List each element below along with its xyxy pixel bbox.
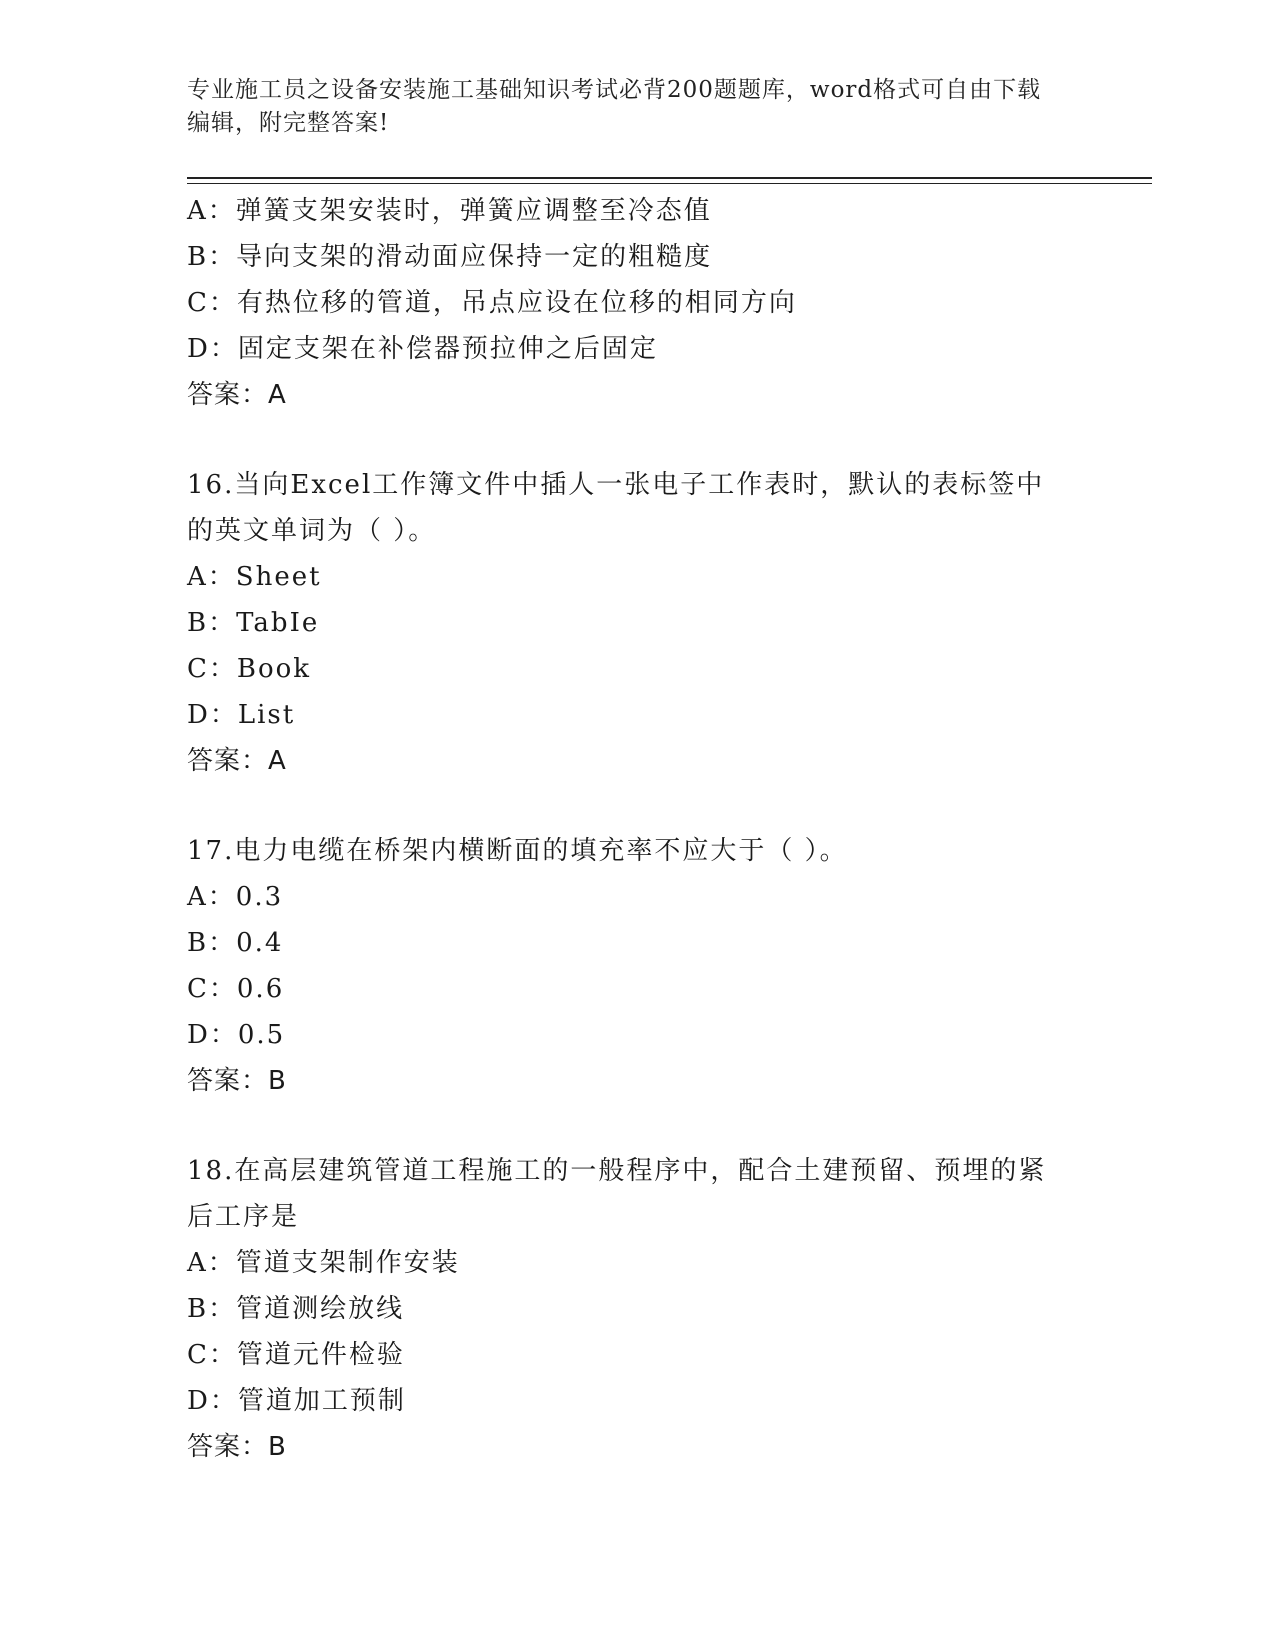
- block-spacer: [187, 784, 1087, 828]
- header-title-line-1: 专业施工员之设备安装施工基础知识考试必背200题题库，word格式可自由下载: [187, 77, 1042, 103]
- answer-label: 答案：A: [187, 380, 287, 410]
- option-c: C：0.6: [187, 974, 285, 1004]
- answer-label: 答案：B: [187, 1432, 287, 1462]
- block-spacer: [187, 1104, 1087, 1148]
- option-b: B：管道测绘放线: [187, 1294, 405, 1324]
- question-text-line-1: 16.当向Excel工作簿文件中插人一张电子工作表时，默认的表标签中: [187, 470, 1045, 500]
- header-divider-thick: [187, 177, 1152, 179]
- question-text-line-1: 18.在高层建筑管道工程施工的一般程序中，配合土建预留、预埋的紧: [187, 1156, 1047, 1186]
- question-block-16: [187, 462, 1087, 784]
- option-a: A：Sheet: [187, 562, 322, 592]
- option-d: D：固定支架在补偿器预拉伸之后固定: [187, 334, 658, 364]
- question-text-line-1: 17.电力电缆在桥架内横断面的填充率不应大于（ ）。: [187, 836, 848, 866]
- option-a: A：0.3: [187, 882, 284, 912]
- header-divider-thin: [187, 183, 1152, 184]
- option-c: C：管道元件检验: [187, 1340, 405, 1370]
- option-c: C：有热位移的管道，吊点应设在位移的相同方向: [187, 288, 797, 318]
- option-b: B：TabIe: [187, 608, 320, 638]
- option-b: B：0.4: [187, 928, 284, 958]
- answer-label: 答案：A: [187, 746, 287, 776]
- question-block-18: [187, 1148, 1087, 1470]
- block-spacer: [187, 418, 1087, 462]
- question-text-line-2: 的英文单词为（ ）。: [187, 516, 437, 546]
- question-block-15: [187, 188, 1087, 418]
- question-text-line-2: 后工序是: [187, 1202, 300, 1232]
- question-block-17: [187, 828, 1087, 1104]
- option-d: D：管道加工预制: [187, 1386, 406, 1416]
- question-list: [187, 188, 1087, 1470]
- document-header: [187, 74, 1087, 140]
- header-title-line-2: 编辑，附完整答案!: [187, 110, 390, 136]
- option-c: C：Book: [187, 654, 312, 684]
- option-b: B：导向支架的滑动面应保持一定的粗糙度: [187, 242, 713, 272]
- option-d: D：0.5: [187, 1020, 286, 1050]
- option-a: A：管道支架制作安装: [187, 1248, 460, 1278]
- answer-label: 答案：B: [187, 1066, 287, 1096]
- option-d: D：List: [187, 700, 296, 730]
- option-a: A：弹簧支架安装时，弹簧应调整至冷态值: [187, 196, 712, 226]
